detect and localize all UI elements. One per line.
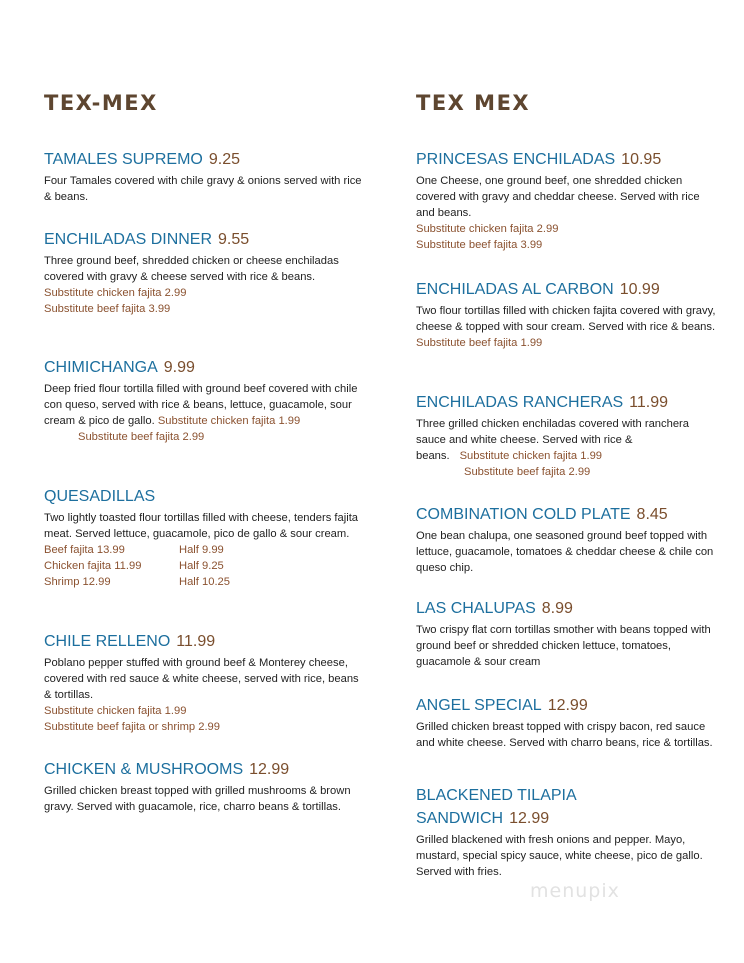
- item-description: [44, 381, 364, 429]
- item-price: 11.99: [629, 394, 669, 411]
- item-title: [44, 487, 364, 507]
- item-name: PRINCESAS ENCHILADAS: [416, 151, 616, 168]
- item-description: Poblano pepper stuffed with ground beef & Monterey cheese, covered with red sauce & white cheese, served with rice, beans & tortillas.: [44, 657, 359, 701]
- item-description: Grilled chicken breast topped with crispy bacon, red sauce and white cheese. Served with charro beans, rice & tortillas.: [416, 721, 713, 749]
- item-price: 9.25: [208, 151, 240, 168]
- option-half: Half 9.25: [179, 560, 224, 572]
- menu-item-las-chalupas: [416, 599, 716, 670]
- substitute-option: Substitute chicken fajita 1.99: [459, 450, 603, 462]
- quesadilla-option: [44, 574, 364, 590]
- item-name: COMBINATION COLD PLATE: [416, 506, 631, 523]
- quesadilla-option: [44, 542, 364, 558]
- item-description: Two crispy flat corn tortillas smother with beans topped with ground beef or shredded chicken lettuce, tomatoes, guacamole & sour cream: [416, 624, 711, 668]
- item-name: ENCHILADAS DINNER: [44, 231, 213, 248]
- substitute-option: Substitute chicken fajita 1.99: [44, 705, 187, 717]
- substitute-option: Substitute beef fajita 2.99: [78, 431, 205, 443]
- item-name: TAMALES SUPREMO: [44, 151, 203, 168]
- item-description: Two lightly toasted flour tortillas filled with cheese, tenders fajita meat. Served lettuce, guacamole, pico de gallo & sour cream.: [44, 512, 359, 540]
- substitute-option: Substitute beef fajita 1.99: [416, 337, 543, 349]
- item-title-line2: [416, 809, 716, 829]
- option-full: Beef fajita 13.99: [44, 544, 125, 556]
- menu-item-quesadillas: [44, 487, 364, 590]
- item-price: 10.99: [619, 281, 660, 298]
- right-heading: TEX MEX: [416, 91, 531, 115]
- item-description: Two flour tortillas filled with chicken fajita covered with gravy, cheese & topped with sour cream. Served with rice & beans.: [416, 305, 716, 333]
- item-description: Three ground beef, shredded chicken or cheese enchiladas covered with gravy & cheese served with rice & beans.: [44, 255, 339, 283]
- menu-item-tamales-supremo: [44, 150, 364, 205]
- item-title: [416, 599, 716, 619]
- item-name: LAS CHALUPAS: [416, 600, 536, 617]
- item-price: 12.99: [547, 697, 588, 714]
- item-description: Grilled chicken breast topped with grilled mushrooms & brown gravy. Served with guacamole, rice, charro beans & tortillas.: [44, 785, 351, 813]
- item-description: One bean chalupa, one seasoned ground beef topped with lettuce, guacamole, tomatoes & cheddar cheese & chile con queso chip.: [416, 530, 714, 574]
- substitute-option: Substitute beef fajita 3.99: [416, 239, 543, 251]
- item-price: 12.99: [249, 761, 290, 778]
- menu-item-enchiladas-al-carbon: [416, 280, 716, 351]
- menu-item-blackened-tilapia-sandwich: [416, 786, 716, 880]
- item-name: ANGEL SPECIAL: [416, 697, 542, 714]
- option-half: Half 10.25: [179, 576, 230, 588]
- item-name: BLACKENED TILAPIA: [416, 787, 577, 804]
- menupix-watermark: menupix: [530, 880, 620, 902]
- menu-item-combination-cold-plate: [416, 505, 716, 576]
- item-price: 10.95: [621, 151, 662, 168]
- item-name: CHICKEN & MUSHROOMS: [44, 761, 244, 778]
- option-full: Shrimp 12.99: [44, 576, 111, 588]
- item-title: [416, 696, 716, 716]
- left-heading: TEX-MEX: [44, 91, 158, 115]
- item-price: 9.55: [218, 231, 250, 248]
- menu-item-chicken-mushrooms: [44, 760, 364, 815]
- quesadilla-option: [44, 558, 364, 574]
- item-name: ENCHILADAS AL CARBON: [416, 281, 614, 298]
- item-name: CHIMICHANGA: [44, 359, 158, 376]
- item-title: [44, 150, 364, 170]
- item-title: [44, 632, 364, 652]
- item-title: [44, 230, 364, 250]
- item-title: [44, 760, 364, 780]
- item-description: Three grilled chicken enchiladas covered with ranchera sauce and white cheese. Served with rice &: [416, 418, 689, 446]
- option-full: Chicken fajita 11.99: [44, 560, 142, 572]
- menu-item-angel-special: [416, 696, 716, 751]
- item-title: [44, 358, 364, 378]
- item-description-text: Deep fried flour tortilla filled with ground beef covered with chile con queso, served with rice & beans, lettuce, guacamole, sour cream & pico de gallo.: [44, 383, 358, 427]
- item-title: [416, 280, 716, 300]
- item-description-tail: [416, 448, 716, 464]
- substitute-option: Substitute beef fajita or shrimp 2.99: [44, 721, 220, 733]
- substitute-option: Substitute chicken fajita 2.99: [44, 287, 187, 299]
- item-price: 12.99: [509, 810, 550, 827]
- item-title: [416, 505, 716, 525]
- item-name: CHILE RELLENO: [44, 633, 171, 650]
- item-title: [416, 150, 716, 170]
- item-name: ENCHILADAS RANCHERAS: [416, 394, 624, 411]
- item-price: 9.99: [163, 359, 195, 376]
- item-title: [416, 393, 716, 413]
- item-name: SANDWICH: [416, 810, 504, 827]
- item-description: Grilled blackened with fresh onions and pepper. Mayo, mustard, special spicy sauce, white cheese, pico de gallo. Served with fries.: [416, 834, 703, 878]
- substitute-option: Substitute beef fajita 2.99: [464, 466, 591, 478]
- menu-item-chimichanga: [44, 358, 364, 445]
- item-description: Four Tamales covered with chile gravy & onions served with rice & beans.: [44, 175, 362, 203]
- item-description-text: beans.: [416, 450, 450, 462]
- menu-item-enchiladas-dinner: [44, 230, 364, 317]
- item-title: [416, 786, 716, 806]
- substitute-option: Substitute chicken fajita 1.99: [157, 415, 301, 427]
- item-price: 8.45: [636, 506, 668, 523]
- menu-item-chile-relleno: [44, 632, 364, 735]
- item-description: One Cheese, one ground beef, one shredded chicken covered with gravy and cheddar cheese. Served with rice and beans.: [416, 175, 700, 219]
- item-name: QUESADILLAS: [44, 488, 156, 505]
- menu-item-princesas-enchiladas: [416, 150, 716, 253]
- substitute-option: Substitute chicken fajita 2.99: [416, 223, 559, 235]
- item-price: 11.99: [176, 633, 216, 650]
- option-half: Half 9.99: [179, 544, 224, 556]
- item-price: 8.99: [541, 600, 573, 617]
- menu-item-enchiladas-rancheras: [416, 393, 716, 480]
- substitute-option: Substitute beef fajita 3.99: [44, 303, 171, 315]
